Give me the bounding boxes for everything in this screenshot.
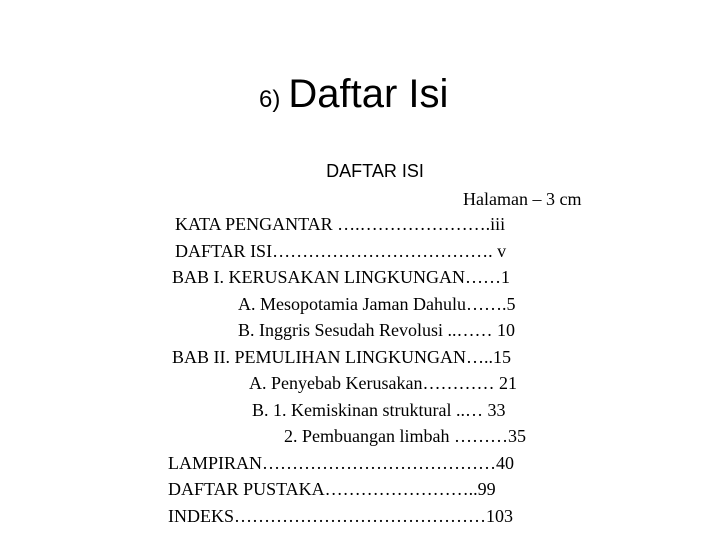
toc-page-label: Halaman – 3 cm [463,189,582,209]
toc-entry-bab-2-b1: B. 1. Kemiskinan struktural ..… 33 [252,400,506,420]
toc-entry-lampiran: LAMPIRAN…………………………………40 [168,453,515,473]
toc-entry-bab-1-b: B. Inggris Sesudah Revolusi ..…… 10 [238,320,515,340]
slide-title [259,74,448,114]
toc-heading: DAFTAR ISI [326,161,424,181]
toc-entry-bab-1-a: A. Mesopotamia Jaman Dahulu…….5 [238,294,516,314]
toc-entry-bab-2-b2: 2. Pembuangan limbah ………35 [284,426,526,446]
toc-entry-bab-1: BAB I. KERUSAKAN LINGKUNGAN……1 [172,267,510,287]
toc-entry-bab-2: BAB II. PEMULIHAN LINGKUNGAN…..15 [172,347,511,367]
toc-entry-kata-pengantar: KATA PENGANTAR ….………………….iii [175,214,506,234]
toc-entry-bab-2-a: A. Penyebab Kerusakan………… 21 [249,373,517,393]
toc-entry-daftar-isi: DAFTAR ISI………………………………. v [175,241,507,261]
toc-entry-daftar-pustaka: DAFTAR PUSTAKA……………………..99 [168,479,496,499]
page-title: Daftar Isi [288,72,449,116]
toc-entry-indeks: INDEKS……………………………………103 [168,506,513,526]
slide-number: 6) [259,86,281,113]
